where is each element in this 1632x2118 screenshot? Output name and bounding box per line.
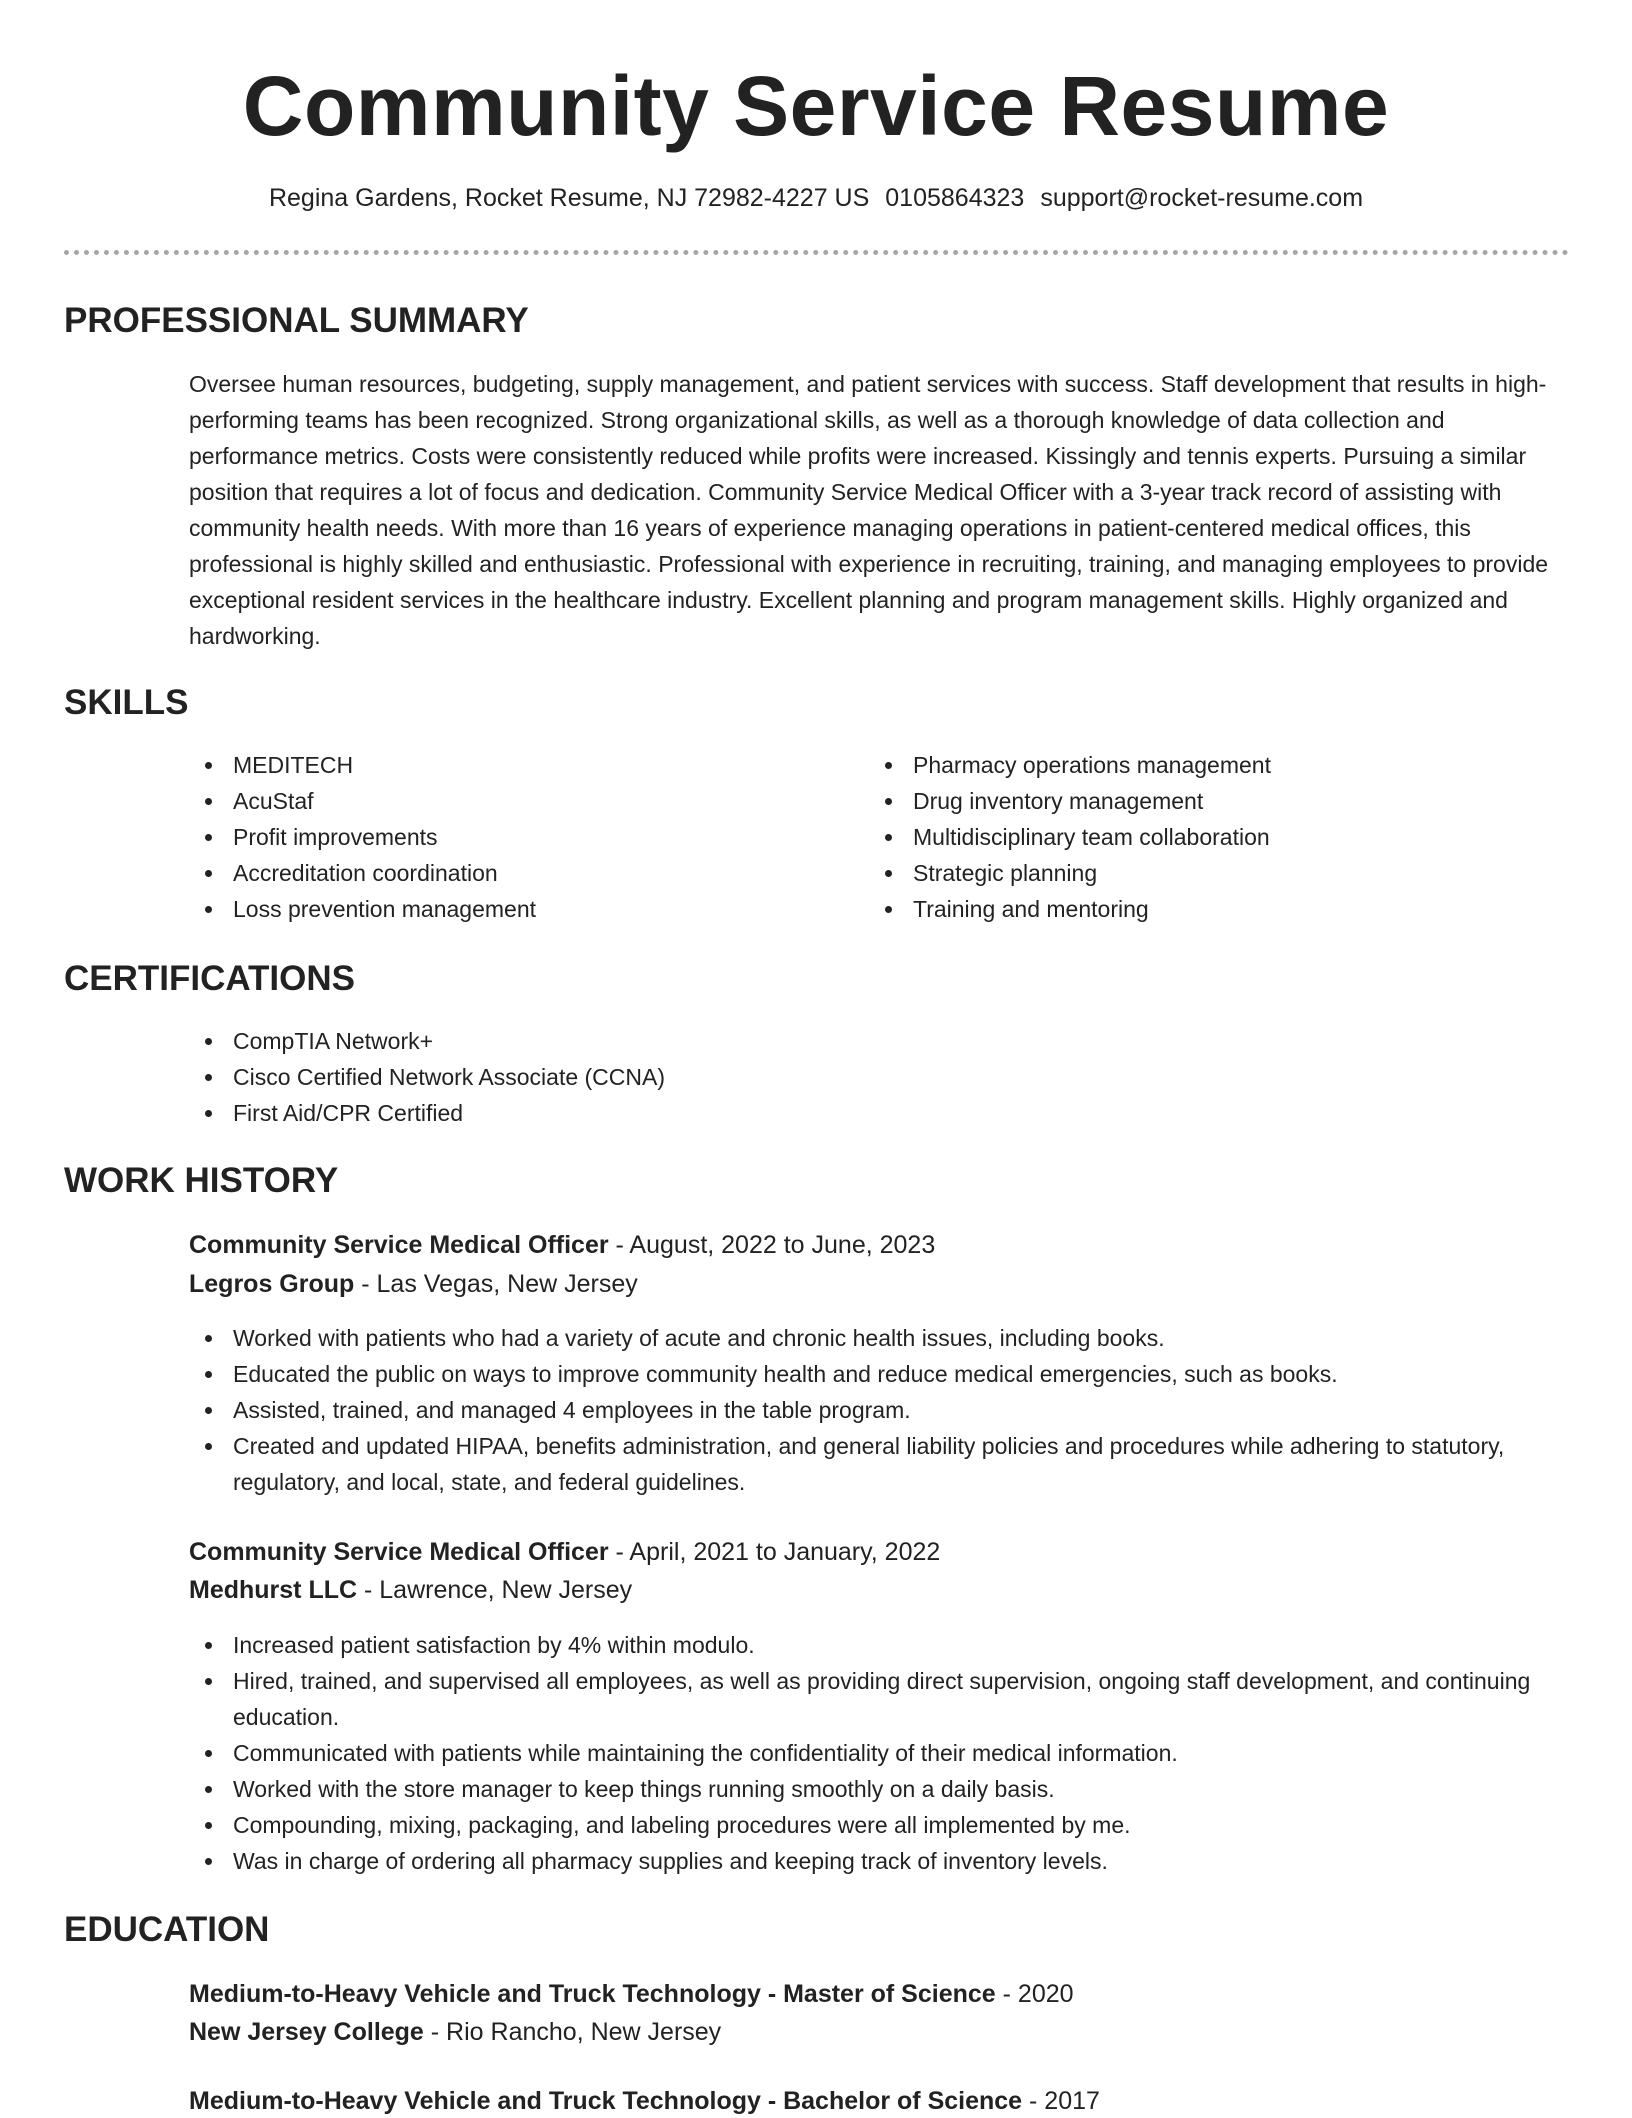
job-bullet: Hired, trained, and supervised all employees, as well as providing direct supervision, ongoing staff development, and continuing education. (189, 1663, 1569, 1735)
skills-heading: SKILLS (64, 683, 189, 722)
education-year: - 2020 (995, 1980, 1074, 2008)
contact-email: support@rocket-resume.com (1040, 184, 1364, 212)
education-heading: EDUCATION (64, 1910, 270, 1949)
job-bullet: Communicated with patients while maintaining the confidentiality of their medical information. (189, 1735, 1569, 1771)
summary-heading: PROFESSIONAL SUMMARY (64, 301, 529, 340)
job-title: Community Service Medical Officer (189, 1538, 609, 1566)
skill-item: AcuStaf (189, 783, 829, 819)
certification-item: Cisco Certified Network Associate (CCNA) (189, 1059, 1569, 1095)
job-company-line (189, 1573, 632, 1607)
education-degree-line (189, 2084, 1100, 2118)
job-bullets (189, 1627, 1569, 1879)
job-bullet: Educated the public on ways to improve community health and reduce medical emergencies, such as books. (189, 1356, 1569, 1392)
job-bullet: Increased patient satisfaction by 4% within modulo. (189, 1627, 1569, 1663)
skill-item: Loss prevention management (189, 891, 829, 927)
skills-list-right (869, 747, 1509, 927)
contact-line (0, 181, 1632, 215)
job-title: Community Service Medical Officer (189, 1231, 609, 1259)
page-title: Community Service Resume (242, 59, 1390, 153)
education-location: - Rio Rancho, New Jersey (423, 2018, 722, 2046)
certification-item: CompTIA Network+ (189, 1023, 1569, 1059)
certifications-heading: CERTIFICATIONS (64, 959, 356, 998)
education-degree-line (189, 1977, 1074, 2011)
job-bullet: Assisted, trained, and managed 4 employees in the table program. (189, 1392, 1569, 1428)
job-company: Legros Group (189, 1270, 355, 1298)
job-dates: - April, 2021 to January, 2022 (608, 1538, 941, 1566)
work-history-heading: WORK HISTORY (64, 1161, 339, 1200)
education-year: - 2017 (1022, 2087, 1100, 2115)
education-school: New Jersey College (189, 2018, 424, 2046)
job-location: - Las Vegas, New Jersey (354, 1270, 638, 1298)
job-title-line (189, 1228, 935, 1262)
skill-item: Pharmacy operations management (869, 747, 1509, 783)
job-dates: - August, 2022 to June, 2023 (608, 1231, 936, 1259)
contact-phone: 0105864323 (885, 184, 1025, 212)
skill-item: Multidisciplinary team collaboration (869, 819, 1509, 855)
job-company-line (189, 1267, 638, 1301)
job-bullet: Compounding, mixing, packaging, and labeling procedures were all implemented by me. (189, 1807, 1569, 1843)
job-bullet: Worked with the store manager to keep things running smoothly on a daily basis. (189, 1771, 1569, 1807)
header-divider (64, 250, 1569, 255)
education-school-line (189, 2015, 721, 2049)
skill-item: Accreditation coordination (189, 855, 829, 891)
certification-item: First Aid/CPR Certified (189, 1095, 1569, 1131)
skill-item: Training and mentoring (869, 891, 1509, 927)
job-company: Medhurst LLC (189, 1576, 358, 1604)
job-title-line (189, 1535, 940, 1569)
job-bullet: Created and updated HIPAA, benefits administration, and general liability policies and procedures while adhering to statutory, regulatory, and local, state, and federal guidelines. (189, 1428, 1569, 1500)
job-bullets (189, 1320, 1569, 1500)
summary-text: Oversee human resources, budgeting, supply management, and patient services with success. Staff development that results in high-performing teams has been recognized. Strong organizational skills, as well as a thorough knowledge of data collection and performance metrics. Costs were consistently reduced while profits were increased. Kissingly and tennis experts. Pursuing a similar position that requires a lot of focus and dedication. Community Service Medical Officer with a 3-year track record of assisting with community health needs. With more than 16 years of experience managing operations in patient-centered medical offices, this professional is highly skilled and enthusiastic. Professional with experience in recruiting, training, and managing employees to provide exceptional resident services in the healthcare industry. Excellent planning and program management skills. Highly organized and hardworking. (189, 371, 1549, 649)
skills-list-left (189, 747, 829, 927)
skill-item: Strategic planning (869, 855, 1509, 891)
skill-item: Profit improvements (189, 819, 829, 855)
education-degree: Medium-to-Heavy Vehicle and Truck Technology - Master of Science (189, 1980, 996, 2008)
certifications-list (189, 1023, 1569, 1131)
skill-item: Drug inventory management (869, 783, 1509, 819)
job-location: - Lawrence, New Jersey (357, 1576, 633, 1604)
contact-address: Regina Gardens, Rocket Resume, NJ 72982-4227 US (268, 184, 870, 212)
education-degree: Medium-to-Heavy Vehicle and Truck Technology - Bachelor of Science (189, 2087, 1023, 2115)
job-bullet: Was in charge of ordering all pharmacy supplies and keeping track of inventory levels. (189, 1843, 1569, 1879)
job-bullet: Worked with patients who had a variety of acute and chronic health issues, including books. (189, 1320, 1569, 1356)
skill-item: MEDITECH (189, 747, 829, 783)
